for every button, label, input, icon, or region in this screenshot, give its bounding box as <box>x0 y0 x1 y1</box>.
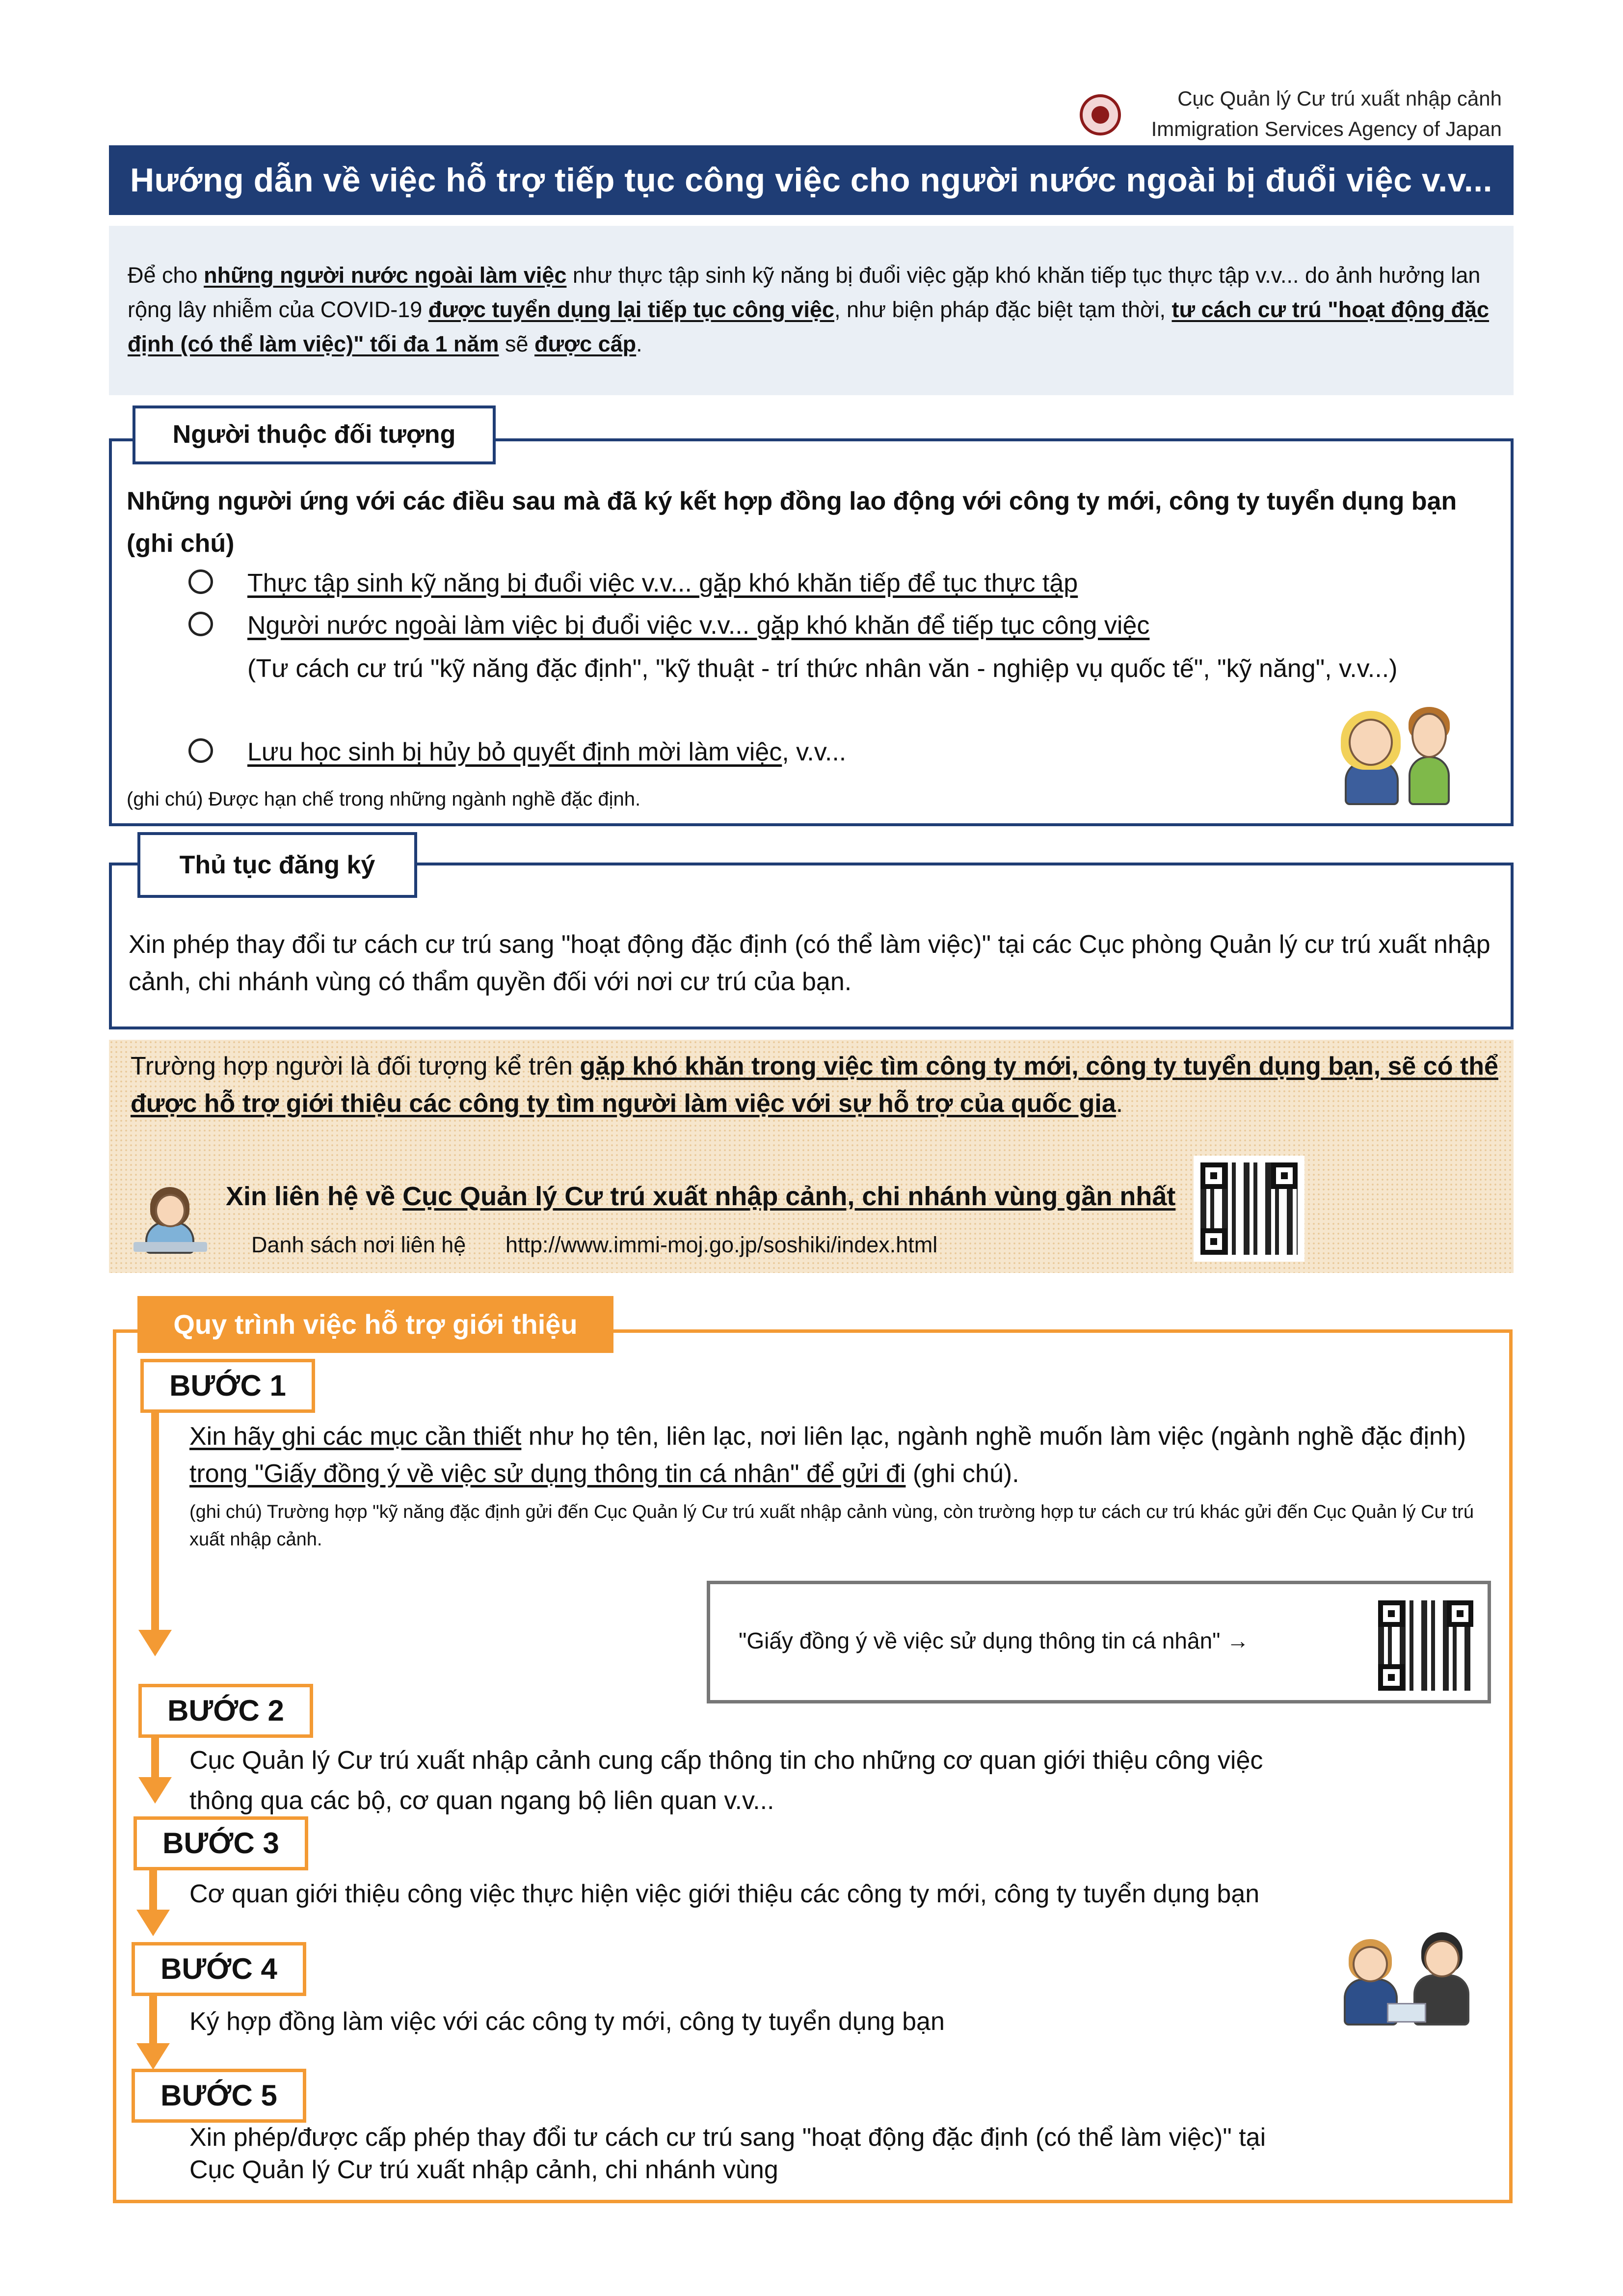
bullet-circle-icon <box>188 569 213 594</box>
intro-emphasis-rehire: được tuyển dụng lại tiếp tục công việc <box>428 297 834 322</box>
step-5-line-2: Cục Quản lý Cư trú xuất nhập cảnh, chi nhánh vùng <box>189 2156 778 2184</box>
step-1-emphasis: Xin hãy ghi các mục cần thiết <box>189 1422 522 1451</box>
flow-arrow-icon <box>138 1777 172 1804</box>
intro-text: sẽ <box>499 331 535 356</box>
agency-name-en: Immigration Services Agency of Japan <box>1151 117 1502 140</box>
step-1-footnote: (ghi chú) Trường hợp "kỹ năng đặc định gửi đến Cục Quản lý Cư trú xuất nhập cảnh vùng, còn trường hợp tư cách cư trú khác gửi đến Cục Quản lý Cư trú xuất nhập cảnh. <box>189 1502 1474 1550</box>
contact-office-link[interactable]: Cục Quản lý Cư trú xuất nhập cảnh, chi nhánh vùng gần nhất <box>402 1182 1176 1211</box>
target-heading: Những người ứng với các điều sau mà đã ký kết hợp đồng lao động với công ty mới, công ty tuyển dụng bạn (ghi chú) <box>127 487 1457 558</box>
agency-name <box>1070 83 1502 144</box>
flow-arrow-icon <box>136 1910 170 1936</box>
target-item-worker <box>247 605 1149 646</box>
intro-emphasis-status: tư cách cư trú "hoạt động đặc định (có thể làm việc)" tối đa 1 năm <box>128 297 1490 356</box>
contact-list-url[interactable]: http://www.immi-moj.go.jp/soshiki/index.html <box>506 1232 938 1257</box>
step-5-line-1: Xin phép/được cấp phép thay đổi tư cách cư trú sang "hoạt động đặc định (có thể làm việc)" tại <box>189 2123 1266 2152</box>
support-text <box>131 1048 1505 1122</box>
step-4-label: BƯỚC 4 <box>132 1942 306 1996</box>
qr-code-icon[interactable] <box>1374 1596 1477 1695</box>
intro-text: , như biện pháp đặc biệt tạm thời, <box>834 297 1172 322</box>
contact-prefix: Xin liên hệ về <box>226 1182 403 1211</box>
target-item-worker-detail: (Tư cách cư trú "kỹ năng đặc định", "kỹ thuật - trí thức nhân văn - nghiệp vụ quốc tế", "kỹ năng", v.v...) <box>247 654 1398 683</box>
flow-arrow-icon <box>136 2043 170 2070</box>
flow-connector <box>149 1988 157 2045</box>
step-4-text: Ký hợp đồng làm việc với các công ty mới, công ty tuyển dụng bạn <box>189 2007 945 2036</box>
intro-emphasis-granted: được cấp <box>534 331 637 356</box>
flow-connector <box>151 1412 159 1633</box>
step-2-line-2: thông qua các bộ, cơ quan ngang bộ liên quan v.v... <box>189 1786 774 1815</box>
procedure-section-tab: Thủ tục đăng ký <box>137 832 417 898</box>
procedure-text: Xin phép thay đổi tư cách cư trú sang "hoạt động đặc định (có thể làm việc)" tại các Cục phòng Quản lý cư trú xuất nhập cảnh, chi nhánh vùng có thẩm quyền đối với nơi cư trú của bạn. <box>129 930 1490 996</box>
target-section-tab: Người thuộc đối tượng <box>133 405 496 464</box>
contact-line <box>226 1179 1175 1214</box>
students-illustration <box>1335 707 1453 805</box>
operator-icon <box>133 1183 207 1257</box>
target-item-tail: , v.v... <box>782 738 847 766</box>
step-1-text <box>189 1418 1495 1492</box>
intro-emphasis-workers: những người nước ngoài làm việc <box>204 263 567 288</box>
bullet-circle-icon <box>188 612 213 636</box>
target-item-label: Thực tập sinh kỹ năng bị đuổi việc v.v... gặp khó khăn tiếp để tục thực tập <box>247 569 1078 597</box>
support-emphasis: gặp khó khăn trong việc tìm công ty mới, công ty tuyển dụng bạn, sẽ có thể được hỗ trợ giới thiệu các công ty tìm người làm việc với sự hỗ trợ của quốc gia <box>131 1052 1498 1118</box>
support-text-plain: Trường hợp người là đối tượng kể trên <box>131 1052 580 1080</box>
step-1-plain: (ghi chú). <box>905 1459 1019 1488</box>
step-1-emphasis: trong "Giấy đồng ý về việc sử dụng thông tin cá nhân" để gửi đi <box>189 1459 906 1488</box>
target-item-label: Người nước ngoài làm việc bị đuổi việc v.v... gặp khó khăn để tiếp tục công việc <box>247 611 1150 640</box>
step-5-label: BƯỚC 5 <box>132 2069 306 2123</box>
step-2-line-1: Cục Quản lý Cư trú xuất nhập cảnh cung cấp thông tin cho những cơ quan giới thiệu công việc <box>189 1746 1263 1775</box>
agency-name-vi: Cục Quản lý Cư trú xuất nhập cảnh <box>1177 87 1502 110</box>
intro-panel <box>109 226 1514 395</box>
contact-list-label: Danh sách nơi liên hệ <box>251 1232 466 1257</box>
intro-text: Để cho <box>128 263 204 288</box>
meeting-illustration <box>1340 1929 1472 2027</box>
qr-code-icon[interactable] <box>1194 1156 1304 1262</box>
intro-text: như thực tập sinh kỹ năng bị đuổi việc gặp khó khăn tiếp tục thực tập v.v... do ảnh hưởng lan rộng lây nhiễm của COVID-19 <box>128 263 1481 322</box>
support-flow-tab: Quy trình việc hỗ trợ giới thiệu <box>137 1296 613 1353</box>
page-title: Hướng dẫn về việc hỗ trợ tiếp tục công việc cho người nước ngoài bị đuổi việc v.v... <box>109 145 1514 215</box>
target-item-label: Lưu học sinh bị hủy bỏ quyết định mời làm việc <box>247 738 782 766</box>
target-footnote: (ghi chú) Được hạn chế trong những ngành nghề đặc định. <box>127 788 641 810</box>
step-3-label: BƯỚC 3 <box>133 1816 308 1870</box>
support-text-plain: . <box>1116 1089 1123 1118</box>
bullet-circle-icon <box>188 738 213 763</box>
target-item-student <box>247 731 846 773</box>
consent-form-label: "Giấy đồng ý về việc sử dụng thông tin cá nhân" → <box>739 1628 1250 1653</box>
step-3-text: Cơ quan giới thiệu công việc thực hiện việc giới thiệu các công ty mới, công ty tuyển dụng bạn <box>189 1880 1260 1908</box>
flow-arrow-icon <box>138 1630 172 1656</box>
target-item-trainee <box>247 563 1078 604</box>
step-1-plain: như họ tên, liên lạc, nơi liên lạc, ngành nghề muốn làm việc (ngành nghề đặc định) <box>521 1422 1466 1451</box>
intro-text: . <box>636 331 642 356</box>
step-2-label: BƯỚC 2 <box>138 1684 313 1738</box>
step-1-label: BƯỚC 1 <box>140 1359 315 1413</box>
